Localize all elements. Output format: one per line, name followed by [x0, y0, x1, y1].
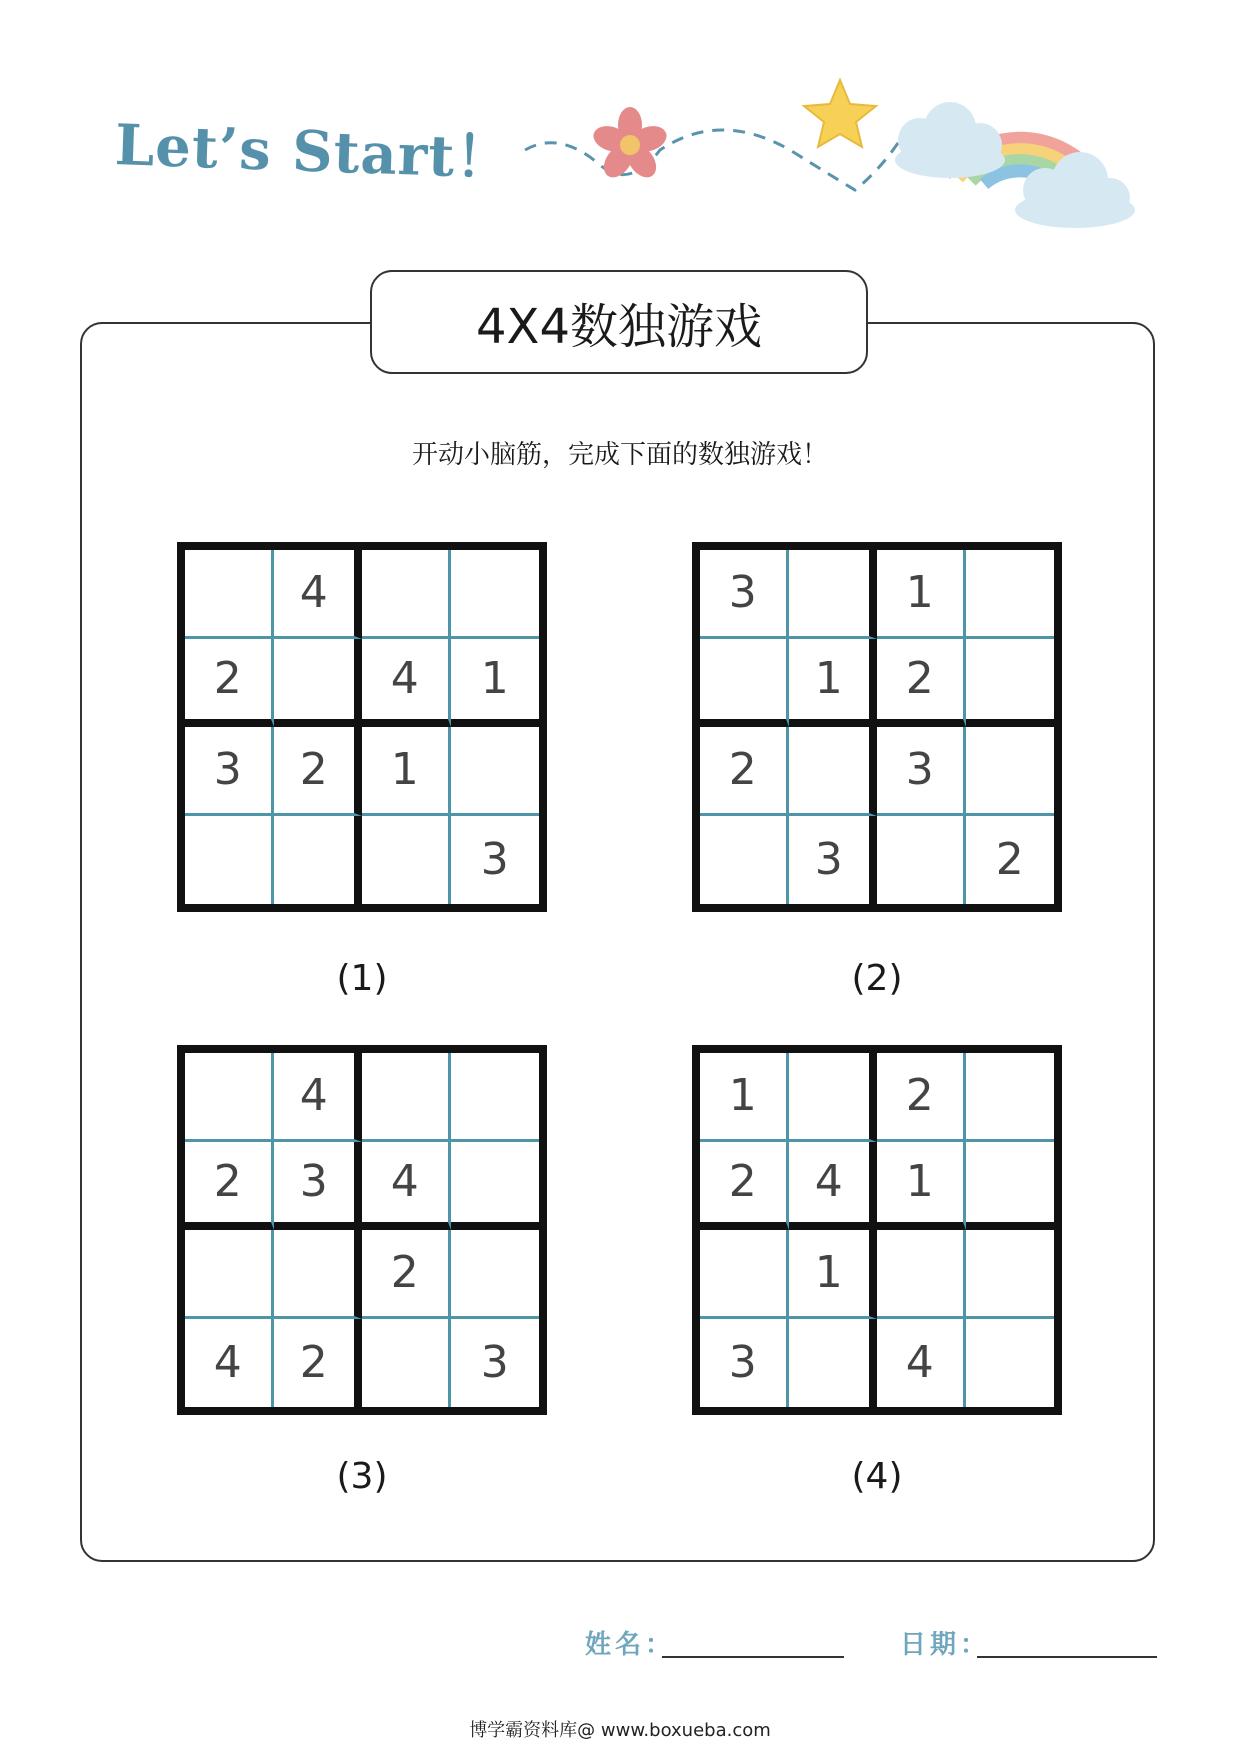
sudoku-cell[interactable] [362, 1319, 451, 1408]
sudoku-cell[interactable]: 3 [700, 550, 789, 639]
sudoku-cell[interactable] [362, 1053, 451, 1142]
sudoku-cell[interactable]: 2 [274, 1319, 363, 1408]
sudoku-cell[interactable] [185, 1230, 274, 1319]
sudoku-cell[interactable]: 4 [274, 1053, 363, 1142]
dashed-trail [525, 130, 900, 190]
sudoku-cell[interactable]: 1 [362, 727, 451, 816]
sudoku-cell[interactable]: 2 [185, 639, 274, 728]
sudoku-grid-3 [177, 1045, 547, 1415]
sudoku-cell[interactable] [274, 639, 363, 728]
sudoku-cell[interactable]: 3 [700, 1319, 789, 1408]
sudoku-cell[interactable] [789, 1053, 878, 1142]
sudoku-cell[interactable] [185, 816, 274, 905]
sudoku-cell[interactable] [966, 550, 1055, 639]
date-field[interactable] [977, 1656, 1157, 1658]
sudoku-cell[interactable] [185, 1053, 274, 1142]
sudoku-cell[interactable] [362, 816, 451, 905]
sudoku-cell[interactable] [966, 1319, 1055, 1408]
flower-icon [590, 107, 670, 183]
sudoku-cell[interactable]: 4 [362, 1142, 451, 1231]
instruction-text: 开动小脑筋，完成下面的数独游戏！ [411, 440, 828, 470]
cloud-icon-left [895, 102, 1005, 178]
sudoku-cell[interactable] [789, 550, 878, 639]
sudoku-cell[interactable] [966, 1230, 1055, 1319]
sudoku-cell[interactable]: 2 [185, 1142, 274, 1231]
sudoku-cell[interactable]: 3 [480, 834, 509, 886]
sudoku-cell[interactable] [789, 727, 878, 816]
sudoku-cell[interactable] [877, 1230, 966, 1319]
sudoku-cell[interactable] [451, 1230, 540, 1319]
sudoku-cell[interactable] [274, 1230, 363, 1319]
sudoku-cell[interactable]: 2 [877, 639, 966, 728]
sudoku-cell[interactable]: 1 [700, 1053, 789, 1142]
header-title: Let’s Start！ [113, 112, 514, 192]
sudoku-cell[interactable] [185, 550, 274, 639]
sudoku-cell[interactable]: 1 [451, 639, 540, 728]
sudoku-cell[interactable] [274, 816, 363, 905]
sudoku-cell[interactable]: 4 [185, 1319, 274, 1408]
sudoku-cell[interactable]: 1 [789, 639, 878, 728]
sudoku-cell[interactable] [362, 550, 451, 639]
sudoku-cell[interactable] [451, 727, 540, 816]
sudoku-grid-2 [692, 542, 1062, 912]
sudoku-cell[interactable]: 3 [274, 1142, 363, 1231]
name-field[interactable] [662, 1656, 844, 1658]
sudoku-cell[interactable]: 4 [362, 639, 451, 728]
sudoku-grid-4 [692, 1045, 1062, 1415]
sudoku-cell[interactable] [451, 1142, 540, 1231]
sudoku-cell[interactable] [966, 1053, 1055, 1142]
sudoku-cell[interactable]: 2 [700, 1142, 789, 1231]
sudoku-cell[interactable]: 3 [185, 727, 274, 816]
sudoku-cell[interactable] [966, 639, 1055, 728]
puzzle-label-4: (4) [851, 1456, 903, 1497]
worksheet-title [370, 270, 868, 374]
sudoku-cell[interactable]: 2 [362, 1230, 451, 1319]
sudoku-cell[interactable]: 3 [877, 727, 966, 816]
sudoku-cell[interactable]: 1 [877, 1142, 966, 1231]
sudoku-cell[interactable] [700, 1230, 789, 1319]
sudoku-cell[interactable]: 3 [480, 1337, 509, 1389]
sudoku-cell[interactable] [877, 816, 966, 905]
sudoku-cell[interactable] [966, 1142, 1055, 1231]
sudoku-cell[interactable]: 3 [789, 816, 878, 905]
sudoku-cell[interactable] [789, 1319, 878, 1408]
date-label: 日期： [900, 1630, 991, 1660]
sudoku-cell[interactable]: 4 [877, 1319, 966, 1408]
worksheet-title-text: 4X4数独游戏 [476, 298, 762, 355]
sudoku-cell[interactable]: 4 [274, 550, 363, 639]
sudoku-cell[interactable]: 1 [789, 1230, 878, 1319]
sudoku-cell[interactable] [700, 639, 789, 728]
sudoku-cell[interactable] [700, 816, 789, 905]
puzzle-label-3: (3) [336, 1456, 388, 1497]
puzzle-label-2: (2) [851, 958, 903, 999]
star-icon [804, 80, 876, 147]
sudoku-cell[interactable] [451, 1053, 540, 1142]
puzzle-label-1: (1) [336, 958, 388, 999]
name-label: 姓名： [585, 1630, 676, 1660]
sudoku-cell[interactable]: 1 [877, 550, 966, 639]
sudoku-cell[interactable] [966, 727, 1055, 816]
watermark-text: 博学霸资料库@ www.boxueba.com [469, 1720, 771, 1741]
sudoku-cell[interactable]: 4 [789, 1142, 878, 1231]
sudoku-cell[interactable] [451, 550, 540, 639]
sudoku-cell[interactable]: 2 [700, 727, 789, 816]
sudoku-cell[interactable]: 2 [877, 1053, 966, 1142]
sudoku-cell[interactable]: 2 [995, 834, 1024, 886]
sudoku-cell[interactable]: 2 [274, 727, 363, 816]
sudoku-grid-1 [177, 542, 547, 912]
